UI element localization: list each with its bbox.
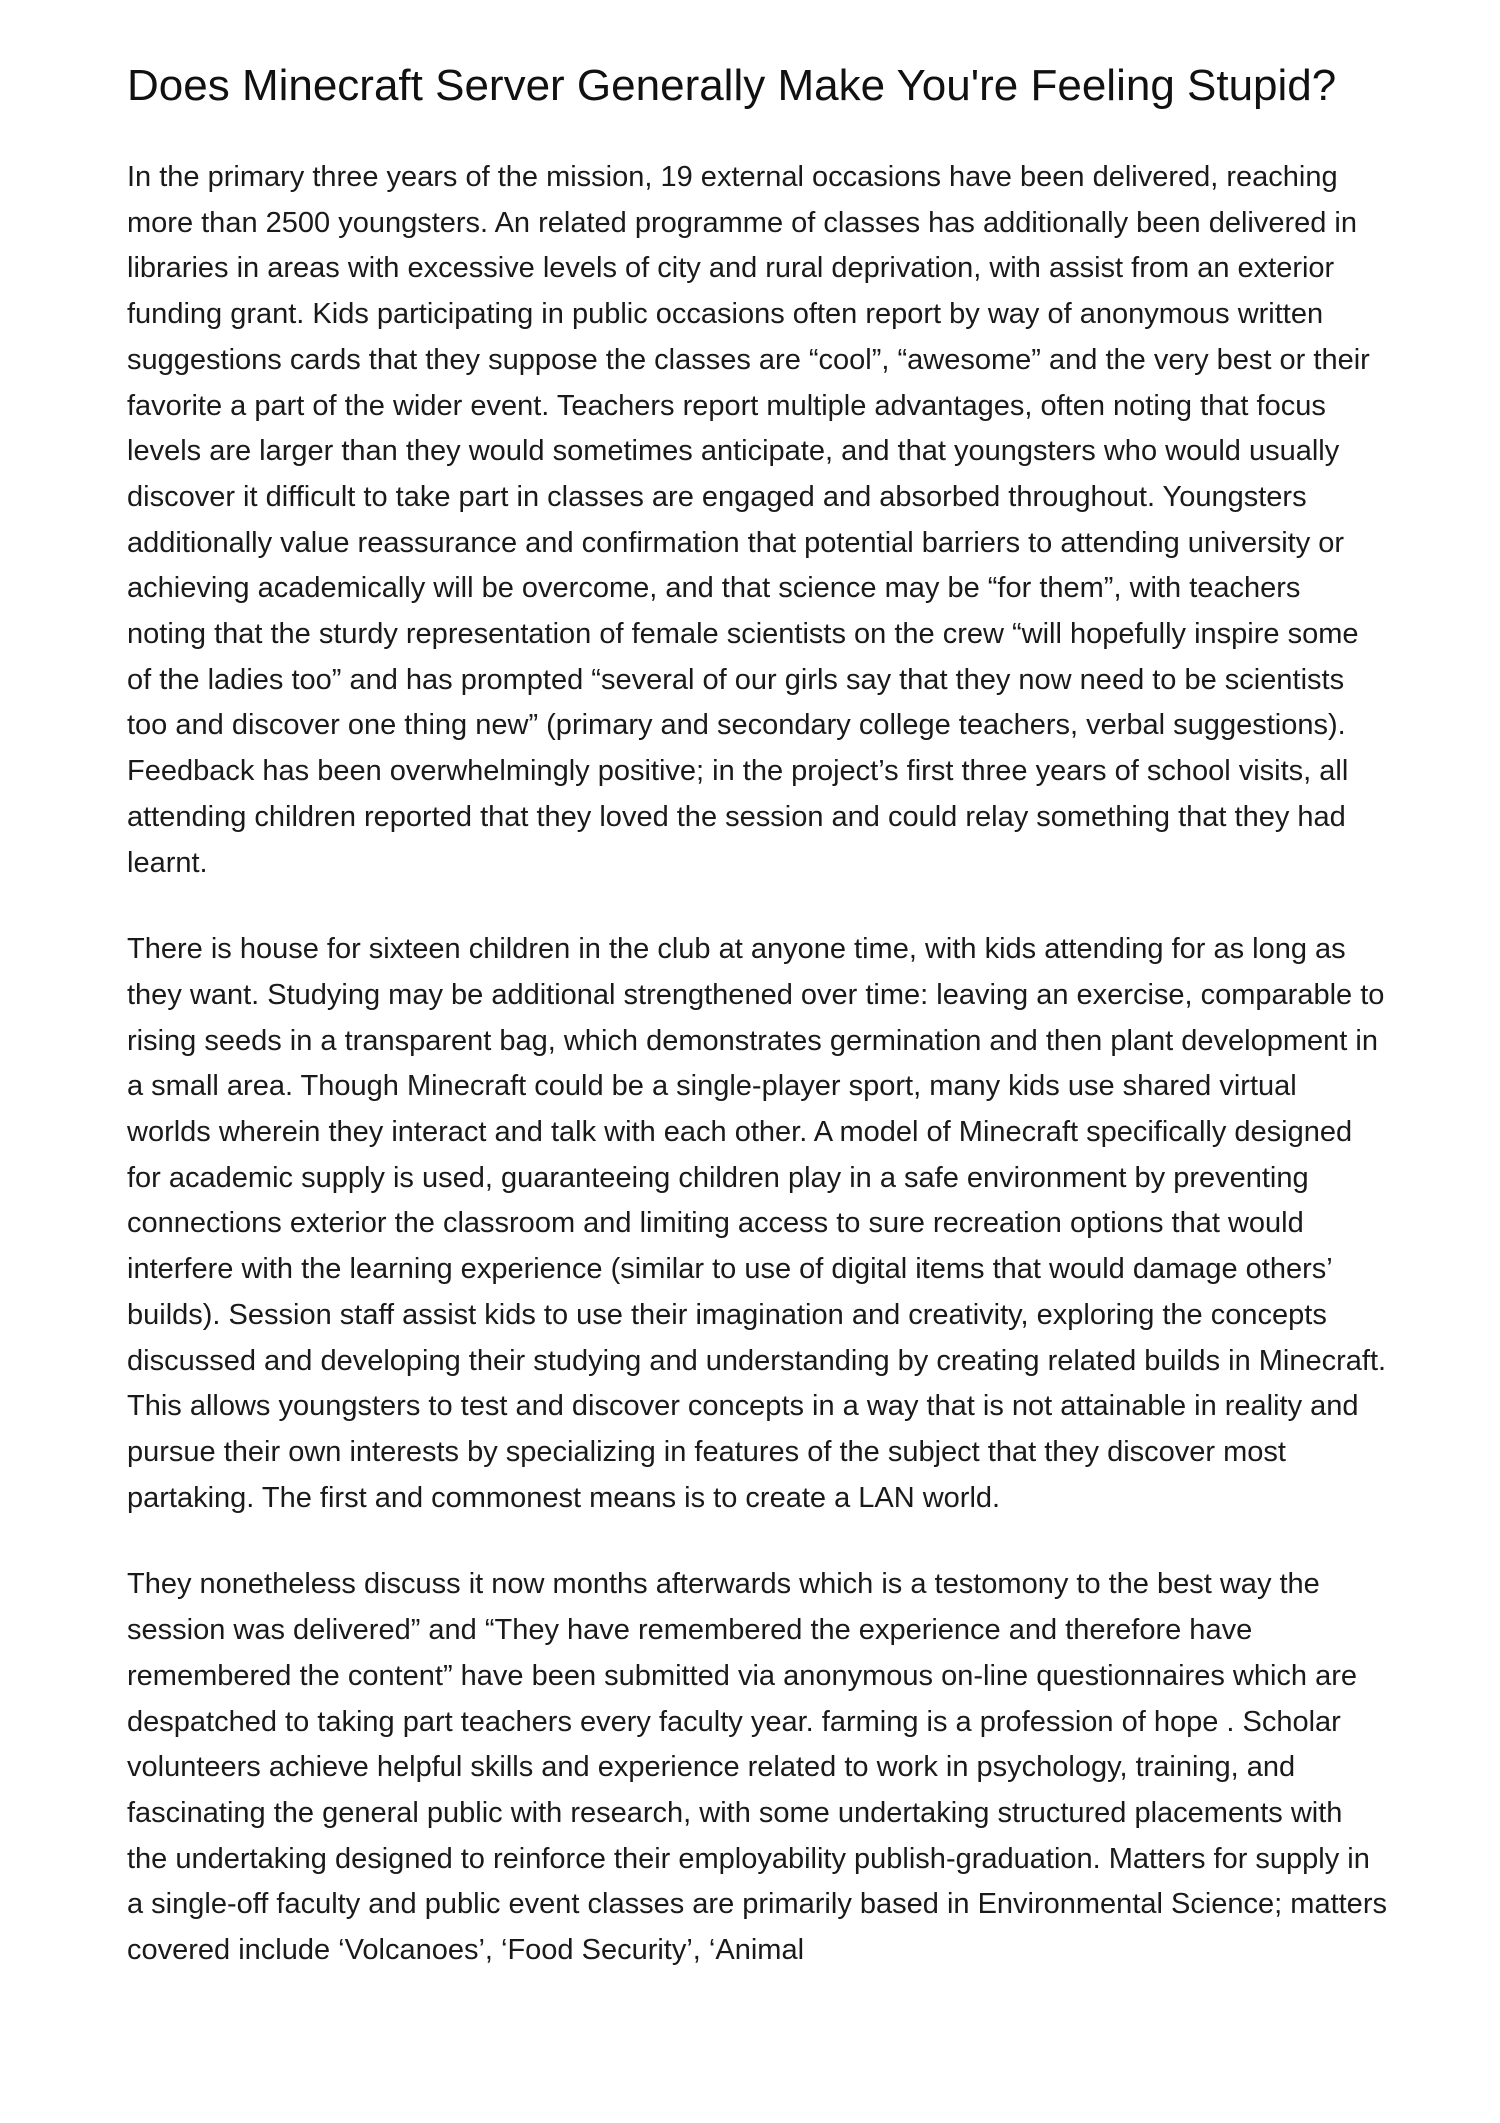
document-title: Does Minecraft Server Generally Make You're Feeling Stupid?: [127, 61, 1337, 110]
document-page: [127, 61, 1387, 2015]
paragraph-1: In the primary three years of the mission, 19 external occasions have been delivered, reaching more than 2500 youngsters. An related programme of classes has additionally been delivered in libraries in areas with excessive levels of city and rural deprivation, with assist from an exterior funding grant. Kids participating in public occasions often report by way of anonymous written suggestions cards that they suppose the classes are “cool”, “awesome” and the very best or their favorite a part of the wider event. Teachers report multiple advantages, often noting that focus levels are larger than they would sometimes anticipate, and that youngsters who would usually discover it difficult to take part in classes are engaged and absorbed throughout. Youngsters additionally value reassurance and confirmation that potential barriers to attending university or achieving academically will be overcome, and that science may be “for them”, with teachers noting that the sturdy representation of female scientists on the crew “will hopefully inspire some of the ladies too” and has prompted “several of our girls say that they now need to be scientists too and discover one thing new” (primary and secondary college teachers, verbal suggestions). Feedback has been overwhelmingly positive; in the project’s first three years of school visits, all attending children reported that they loved the session and could relay something that they had learnt.: [127, 161, 1370, 879]
paragraph-2: There is house for sixteen children in the club at anyone time, with kids attending for as long as they want. Studying may be additional strengthened over time: leaving an exercise, comparable to rising seeds in a transparent bag, which demonstrates germination and then plant development in a small area. Though Minecraft could be a single-player sport, many kids use shared virtual worlds wherein they interact and talk with each other. A model of Minecraft specifically designed for academic supply is used, guaranteeing children play in a safe environment by preventing connections exterior the classroom and limiting access to sure recreation options that would interfere with the learning experience (similar to use of digital items that would damage others’ builds). Session staff assist kids to use their imagination and creativity, exploring the concepts discussed and developing their studying and understanding by creating related builds in Minecraft. This allows youngsters to test and discover concepts in a way that is not attainable in reality and pursue their own interests by specializing in features of the subject that they discover most partaking. The first and commonest means is to create a LAN world.: [127, 933, 1387, 1514]
paragraph-3: They nonetheless discuss it now months afterwards which is a testomony to the best way the session was delivered” and “They have remembered the experience and therefore have remembered the content” have been submitted via anonymous on-line questionnaires which are despatched to taking part teachers every faculty year. farming is a profession of hope . Scholar volunteers achieve helpful skills and experience related to work in psychology, training, and fascinating the general public with research, with some undertaking structured placements with the undertaking designed to reinforce their employability publish-graduation. Matters for supply in a single-off faculty and public event classes are primarily based in Environmental Science; matters covered include ‘Volcanoes’, ‘Food Security’, ‘Animal: [127, 1568, 1387, 1967]
